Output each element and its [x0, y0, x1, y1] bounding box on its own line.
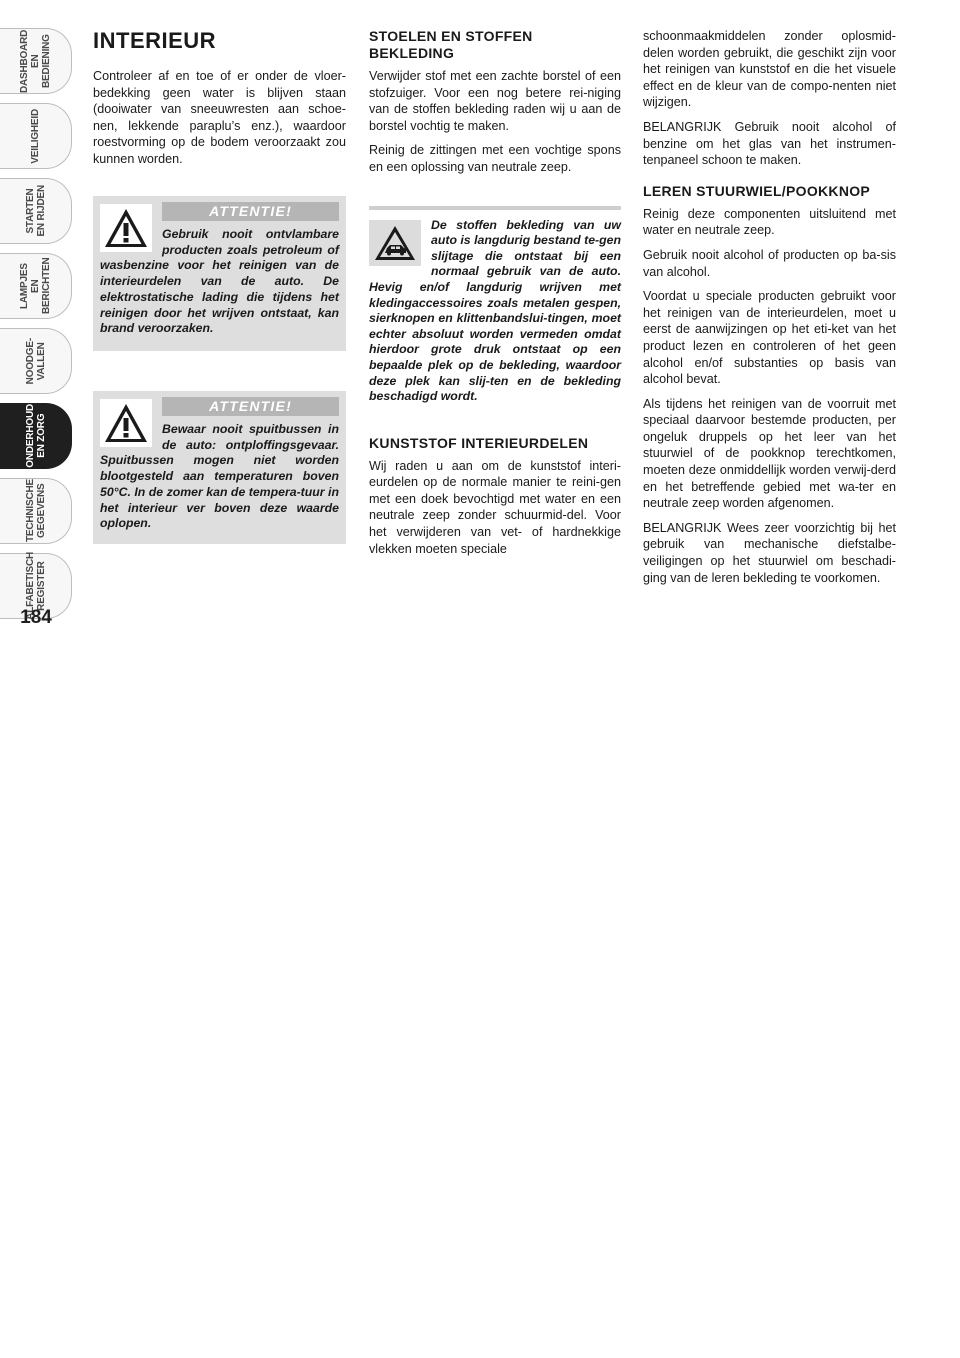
warning-text: Gebruik nooit ontvlambare producten zoals petroleum of wasbenzine voor het reinigen van de interieurdelen van de auto. De elektrostatische lading die tijdens het reinigen door het wrijven ontstaat, kan brand veroorzaken. [100, 227, 339, 336]
tab-label: ALFABETISCH REGISTER [24, 552, 47, 620]
tab-label: ONDERHOUD EN ZORG [24, 404, 47, 468]
section-heading-plastic: KUNSTSTOF INTERIEURDELEN [369, 434, 589, 451]
paragraph: Reinig de zittingen met een vochtige spons en een oplossing van neutrale zeep. [369, 143, 621, 174]
car-triangle-icon [369, 220, 421, 266]
tab-label: TECHNISCHE GEGEVENS [24, 479, 47, 543]
paragraph: BELANGRIJK Gebruik nooit alcohol of benzine om het glas van het instrumen-tenpaneel schoon te maken. [643, 119, 896, 168]
paragraph: Gebruik nooit alcohol of producten op ba-sis van alcohol. [643, 247, 896, 279]
tab-dashboard[interactable] [0, 28, 72, 94]
paragraph: Reinig deze componenten uitsluitend met water en neutrale zeep. [643, 206, 896, 238]
warning-text: Bewaar nooit spuitbussen in de auto: ontploffingsgevaar. Spuitbussen mogen niet worden blootgesteld aan temperaturen boven 50°C. In de zomer kan de tempera-tuur in het interieur ver boven deze waarde oplopen. [100, 422, 339, 531]
tab-technische[interactable] [0, 478, 72, 544]
paragraph: BELANGRIJK Wees zeer voorzichtig bij het gebruik van mechanische diefstalbe-veiligingen op het stuurwiel om beschadi-ging van de leren bekleding te voorkomen. [643, 520, 896, 585]
paragraph: schoonmaakmiddelen zonder oplosmid-delen worden gebruikt, die geschikt zijn voor het reinigen van kunststof en die het visuele effect en de kleur van de compo-nenten niet wijzigen. [643, 29, 896, 110]
chapter-tabs [0, 28, 72, 628]
page-title: INTERIEUR [93, 28, 217, 53]
intro-paragraph: Controleer af en toe of er onder de vloer-bedekking geen water is blijven staan (dooiwater van sneeuwresten aan schoe-nen, lekkende paraplu’s enz.), waardoor roestvorming op de bodem veroorzaakt zou kunnen worden. [93, 69, 346, 166]
paragraph: Wij raden u aan om de kunststof interi-eurdelen op de normale manier te reini-gen met een doek bevochtigd met water en een neutrale zeep zonder schuurmid-del. Voor het verwijderen van vet- of hardnekkige vlekken moeten speciale [369, 458, 621, 556]
tab-lampjes[interactable] [0, 253, 72, 319]
warning-triangle-icon [100, 204, 152, 252]
warning-triangle-icon [100, 399, 152, 447]
tab-label: LAMPJES EN BERICHTEN [19, 257, 52, 315]
tab-label: STARTEN EN RIJDEN [24, 185, 47, 237]
page-number: 184 [20, 607, 52, 628]
warning-box-spray [93, 391, 346, 544]
tab-starten[interactable] [0, 178, 72, 244]
tab-veiligheid[interactable] [0, 103, 72, 169]
section-heading-leather: LEREN STUURWIEL/POOKKNOP [643, 182, 871, 199]
tab-onderhoud[interactable] [0, 403, 72, 469]
tab-label: VEILIGHEID [30, 108, 41, 164]
warning-label: ATTENTIE! [162, 202, 339, 221]
paragraph: Verwijder stof met een zachte borstel of een stofzuiger. Voor een nog betere rei-niging van de stoffen bekleding raden wij u aan de borstel vochtig te maken. [369, 69, 621, 133]
tab-noodgevallen[interactable] [0, 328, 72, 394]
note-text: De stoffen bekleding van uw auto is langdurig bestand te-gen slijtage die ontstaat bij een normaal gebruik van de auto. Hevig en/of langdurig wrijven met kledingaccessoires zoals metalen gespen, sierknopen en klittenbandslui-tingen, moet echter absoluut worden vermeden omdat hierdoor grote druk ontstaat op een bepaalde plek op de bekleding, waardoor deze plek kan slij-ten en de bekleding beschadigd wordt. [369, 217, 621, 404]
paragraph: Als tijdens het reinigen van de voorruit met speciaal daarvoor bestemde producten, per ongeluk druppels op het leer van het stuurwiel of de pookknop terechtkomen, moeten deze onmiddellijk worden verwij-derd en het betreffende gebied met wa-ter en neutrale zeep worden afgenomen. [643, 396, 896, 511]
warning-box-flammable [93, 196, 346, 351]
note-box-upholstery [369, 206, 621, 405]
column-2 [369, 28, 621, 565]
tab-label: NOODGE- VALLEN [24, 337, 47, 385]
paragraph: Voordat u speciale producten gebruikt voor het reinigen van de interieurdelen, moet u eerst de aanwijzingen op het eti-ket van het product lezen en controleren of het geen alcohol en/of substanties op basis van alcohol bevat. [643, 289, 896, 387]
column-3 [643, 28, 896, 594]
warning-label: ATTENTIE! [162, 397, 339, 416]
column-1 [93, 28, 346, 176]
section-heading-seats: STOELEN EN STOFFEN BEKLEDING [369, 28, 533, 61]
tab-label: DASHBOARD EN BEDIENING [19, 29, 52, 93]
